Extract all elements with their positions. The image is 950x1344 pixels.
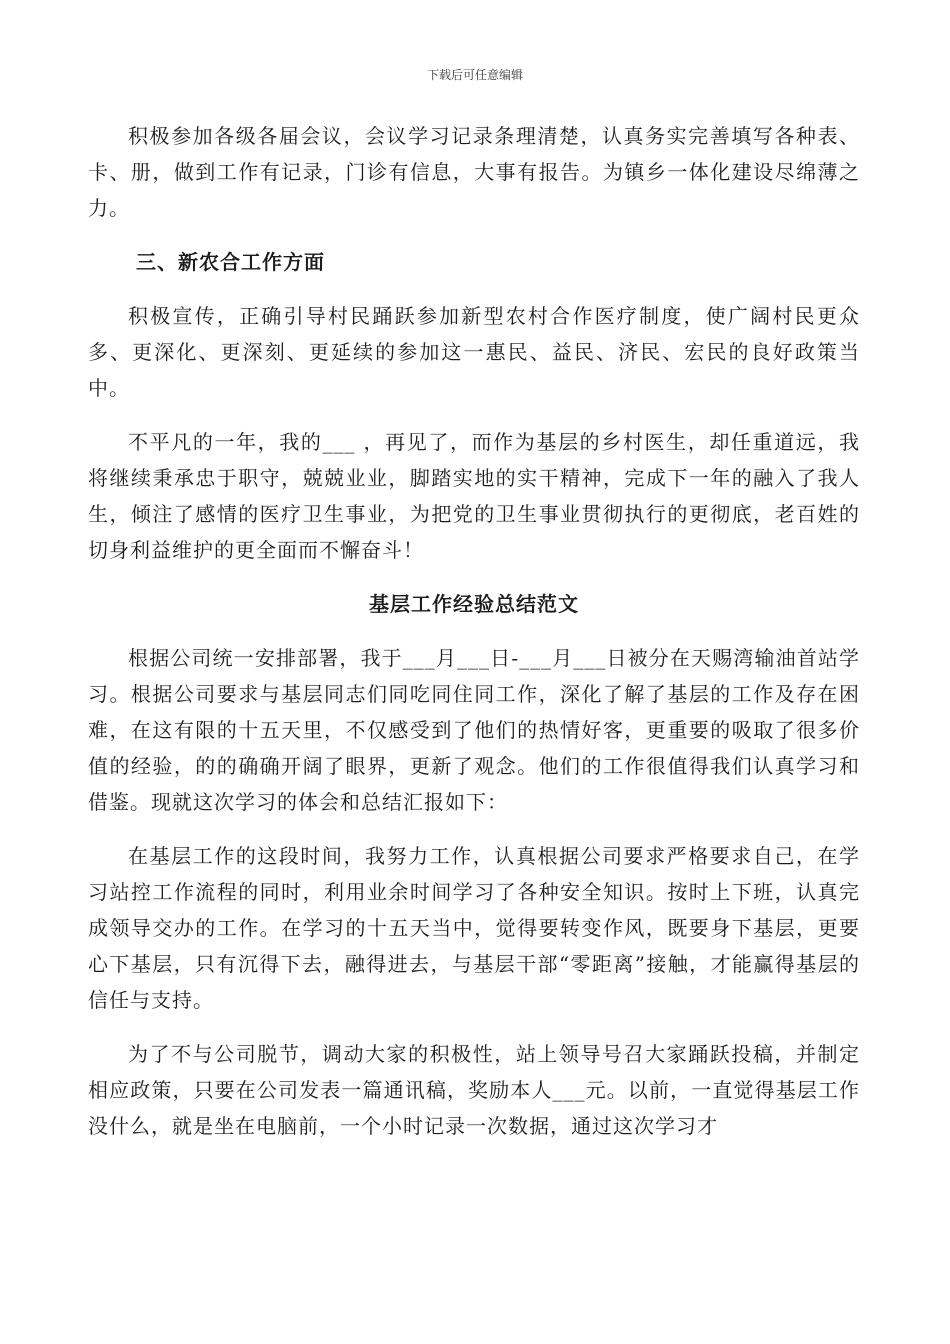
article-title: 基层工作经验总结范文 [369, 592, 579, 616]
paragraph-year-summary: 不平凡的一年，我的___ ，再见了，而作为基层的乡村医生，却任重道远，我将继续秉承忠于职守，兢兢业业，脚踏实地的实干精神，完成下一年的融入了我人生，倾注了感情的医疗卫生事业，为把党的卫生事业贯彻执行的更彻底，老百姓的切身利益维护的更全面而不懈奋斗！ [88, 430, 860, 562]
paragraph-assignment: 根据公司统一安排部署，我于___月___日-___月___日被分在天赐湾输油首站学习。根据公司要求与基层同志们同吃同住同工作，深化了解了基层的工作及存在困难，在这有限的十五天里，不仅感受到了他们的热情好客，更重要的吸取了很多价值的经验，的的确确开阔了眼界，更新了观念。他们的工作很值得我们认真学习和借鉴。现就这次学习的体会和总结汇报如下： [88, 646, 860, 814]
paragraph-contribution: 为了不与公司脱节，调动大家的积极性，站上领导号召大家踊跃投稿，并制定相应政策，只要在公司发表一篇通讯稿，奖励本人___元。以前，一直觉得基层工作没什么，就是坐在电脑前，一个小时记录一次数据，通过这次学习才 [88, 1042, 860, 1138]
paragraph-work-attitude: 在基层工作的这段时间，我努力工作，认真根据公司要求严格要求自己，在学习站控工作流程的同时，利用业余时间学习了各种安全知识。按时上下班，认真完成领导交办的工作。在学习的十五天当中，觉得要转变作风，既要身下基层，更要心下基层，只有沉得下去，融得进去，与基层干部“零距离”接触，才能赢得基层的信任与支持。 [88, 844, 860, 1012]
paragraph-ncms-promotion: 积极宣传，正确引导村民踊跃参加新型农村合作医疗制度，使广阔村民更众多、更深化、更深刻、更延续的参加这一惠民、益民、济民、宏民的良好政策当中。 [88, 304, 860, 400]
paragraph-meetings: 积极参加各级各届会议，会议学习记录条理清楚，认真务实完善填写各种表、卡、册，做到工作有记录，门诊有信息，大事有报告。为镇乡一体化建设尽绵薄之力。 [88, 124, 860, 220]
page-header-note: 下载后可任意编辑 [426, 68, 523, 82]
document-body [88, 118, 860, 1162]
section-heading-ncms: 三、新农合工作方面 [136, 250, 325, 274]
